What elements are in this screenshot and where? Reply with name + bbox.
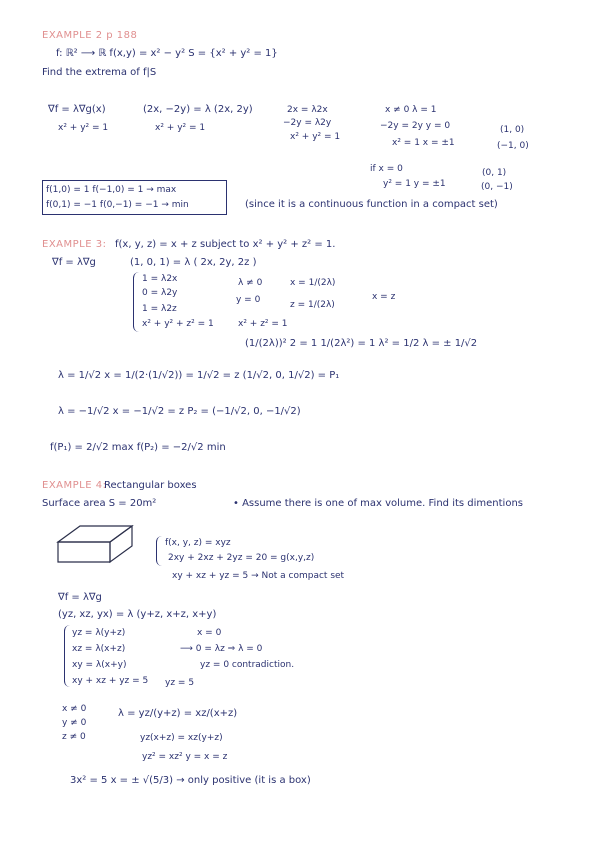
ex2-case2-a: if x = 0 (370, 164, 403, 174)
ex3-z-solution: z = 1/(2λ) (290, 300, 335, 310)
ex3-x-equals-z: x = z (372, 292, 396, 302)
ex2-constraint: x² + y² = 1 (58, 123, 109, 133)
ex4-lambda-zero: ⟶ 0 = λz ⇒ λ = 0 (180, 644, 263, 654)
ex3-lambda-negative: λ = −1/√2 x = −1/√2 = z P₂ = (−1/√2, 0, −1/√2) (58, 406, 301, 417)
ex2-definition: f: ℝ² ⟶ ℝ f(x,y) = x² − y² S = {x² + y² = 1} (56, 48, 278, 59)
ex4-x-zero: x = 0 (197, 628, 222, 638)
ex2-point-2: (−1, 0) (497, 141, 529, 151)
ex2-point-3: (0, 1) (482, 168, 507, 178)
ex4-surface-area: Surface area S = 20m² (42, 498, 157, 509)
ex3-lagrange: ∇f = λ∇g (52, 257, 96, 268)
ex3-system-eq3: 1 = λ2z (142, 304, 177, 314)
ex2-result-min: f(0,1) = −1 f(0,−1) = −1 → min (46, 200, 189, 210)
ex4-simplify: yz² = xz² y = x = z (142, 752, 228, 762)
ex4-system-eq4: xy + xz + yz = 5 (72, 676, 149, 686)
ex4-final-answer: 3x² = 5 x = ± √(5/3) → only positive (it is a box) (70, 775, 311, 786)
ex4-system-eq3: xy = λ(x+y) (72, 660, 127, 670)
ex3-lambda-nonzero: λ ≠ 0 (238, 278, 263, 288)
example-3-heading: EXAMPLE 3: (42, 239, 107, 250)
ex2-gradient-constraint: x² + y² = 1 (155, 123, 206, 133)
ex2-system-eq2: −2y = λ2y (283, 118, 332, 128)
ex3-system-eq2: 0 = λ2y (142, 288, 178, 298)
ex4-y-nonzero: y ≠ 0 (62, 718, 87, 728)
ex2-point-1: (1, 0) (500, 125, 525, 135)
ex4-x-nonzero: x ≠ 0 (62, 704, 87, 714)
ex2-note: (since it is a continuous function in a compact set) (245, 199, 498, 210)
ex2-system-eq3: x² + y² = 1 (290, 132, 341, 142)
ex3-gradient-vector: (1, 0, 1) = λ ( 2x, 2y, 2z ) (130, 257, 257, 268)
ex4-system-brace (64, 625, 71, 687)
ex4-title: Rectangular boxes (104, 480, 197, 491)
box-sketch-icon (56, 516, 136, 566)
ex4-lambda-ratio: λ = yz/(y+z) = xz/(x+z) (118, 708, 238, 719)
ex3-y-zero: y = 0 (236, 295, 261, 305)
ex3-solve-lambda: (1/(2λ))² 2 = 1 1/(2λ²) = 1 λ² = 1/2 λ = ± 1/√2 (245, 338, 478, 349)
ex4-system-eq1: yz = λ(y+z) (72, 628, 126, 638)
ex3-x-solution: x = 1/(2λ) (290, 278, 336, 288)
ex2-task: Find the extrema of f|S (42, 67, 157, 78)
ex2-system-eq1: 2x = λ2x (287, 105, 328, 115)
example-2-heading: EXAMPLE 2 p 188 (42, 30, 138, 41)
ex4-system-eq2: xz = λ(x+z) (72, 644, 126, 654)
ex4-contradiction: yz = 0 contradiction. (200, 660, 295, 670)
ex3-definition: f(x, y, z) = x + z subject to x² + y² + z² = 1. (115, 239, 336, 250)
ex4-reduced-constraint: xy + xz + yz = 5 → Not a compact set (172, 571, 345, 581)
ex2-lagrange: ∇f = λ∇g(x) (48, 104, 106, 115)
example-4-heading: EXAMPLE 4: (42, 480, 107, 491)
ex2-case1-a: x ≠ 0 λ = 1 (385, 105, 437, 115)
ex3-system-eq1: 1 = λ2x (142, 274, 178, 284)
ex4-lagrange: ∇f = λ∇g (58, 592, 102, 603)
ex3-function-values: f(P₁) = 2/√2 max f(P₂) = −2/√2 min (50, 442, 226, 453)
ex2-case1-c: x² = 1 x = ±1 (392, 138, 455, 148)
ex3-lambda-positive: λ = 1/√2 x = 1/(2·(1/√2)) = 1/√2 = z (1/√2, 0, 1/√2) = P₁ (58, 370, 340, 381)
ex3-substitution: x² + z² = 1 (238, 319, 288, 329)
ex3-system-eq4: x² + y² + z² = 1 (142, 319, 214, 329)
ex4-z-nonzero: z ≠ 0 (62, 732, 86, 742)
ex2-point-4: (0, −1) (481, 182, 513, 192)
ex2-case2-b: y² = 1 y = ±1 (383, 179, 446, 189)
ex3-system-brace (133, 272, 140, 332)
ex2-case1-b: −2y = 2y y = 0 (380, 121, 451, 131)
ex2-result-max: f(1,0) = 1 f(−1,0) = 1 → max (46, 185, 177, 195)
ex2-gradient-vector: (2x, −2y) = λ (2x, 2y) (143, 104, 253, 115)
ex4-gradient-vector: (yz, xz, yx) = λ (y+z, x+z, x+y) (58, 609, 217, 620)
ex4-setup-brace (156, 536, 163, 566)
ex4-yz-five: yz = 5 (165, 678, 195, 688)
ex4-assumption: • Assume there is one of max volume. Find its dimentions (233, 498, 523, 509)
ex4-volume-function: f(x, y, z) = xyz (165, 538, 231, 548)
ex4-surface-constraint: 2xy + 2xz + 2yz = 20 = g(x,y,z) (168, 553, 315, 563)
ex4-cross-multiply: yz(x+z) = xz(y+z) (140, 733, 223, 743)
